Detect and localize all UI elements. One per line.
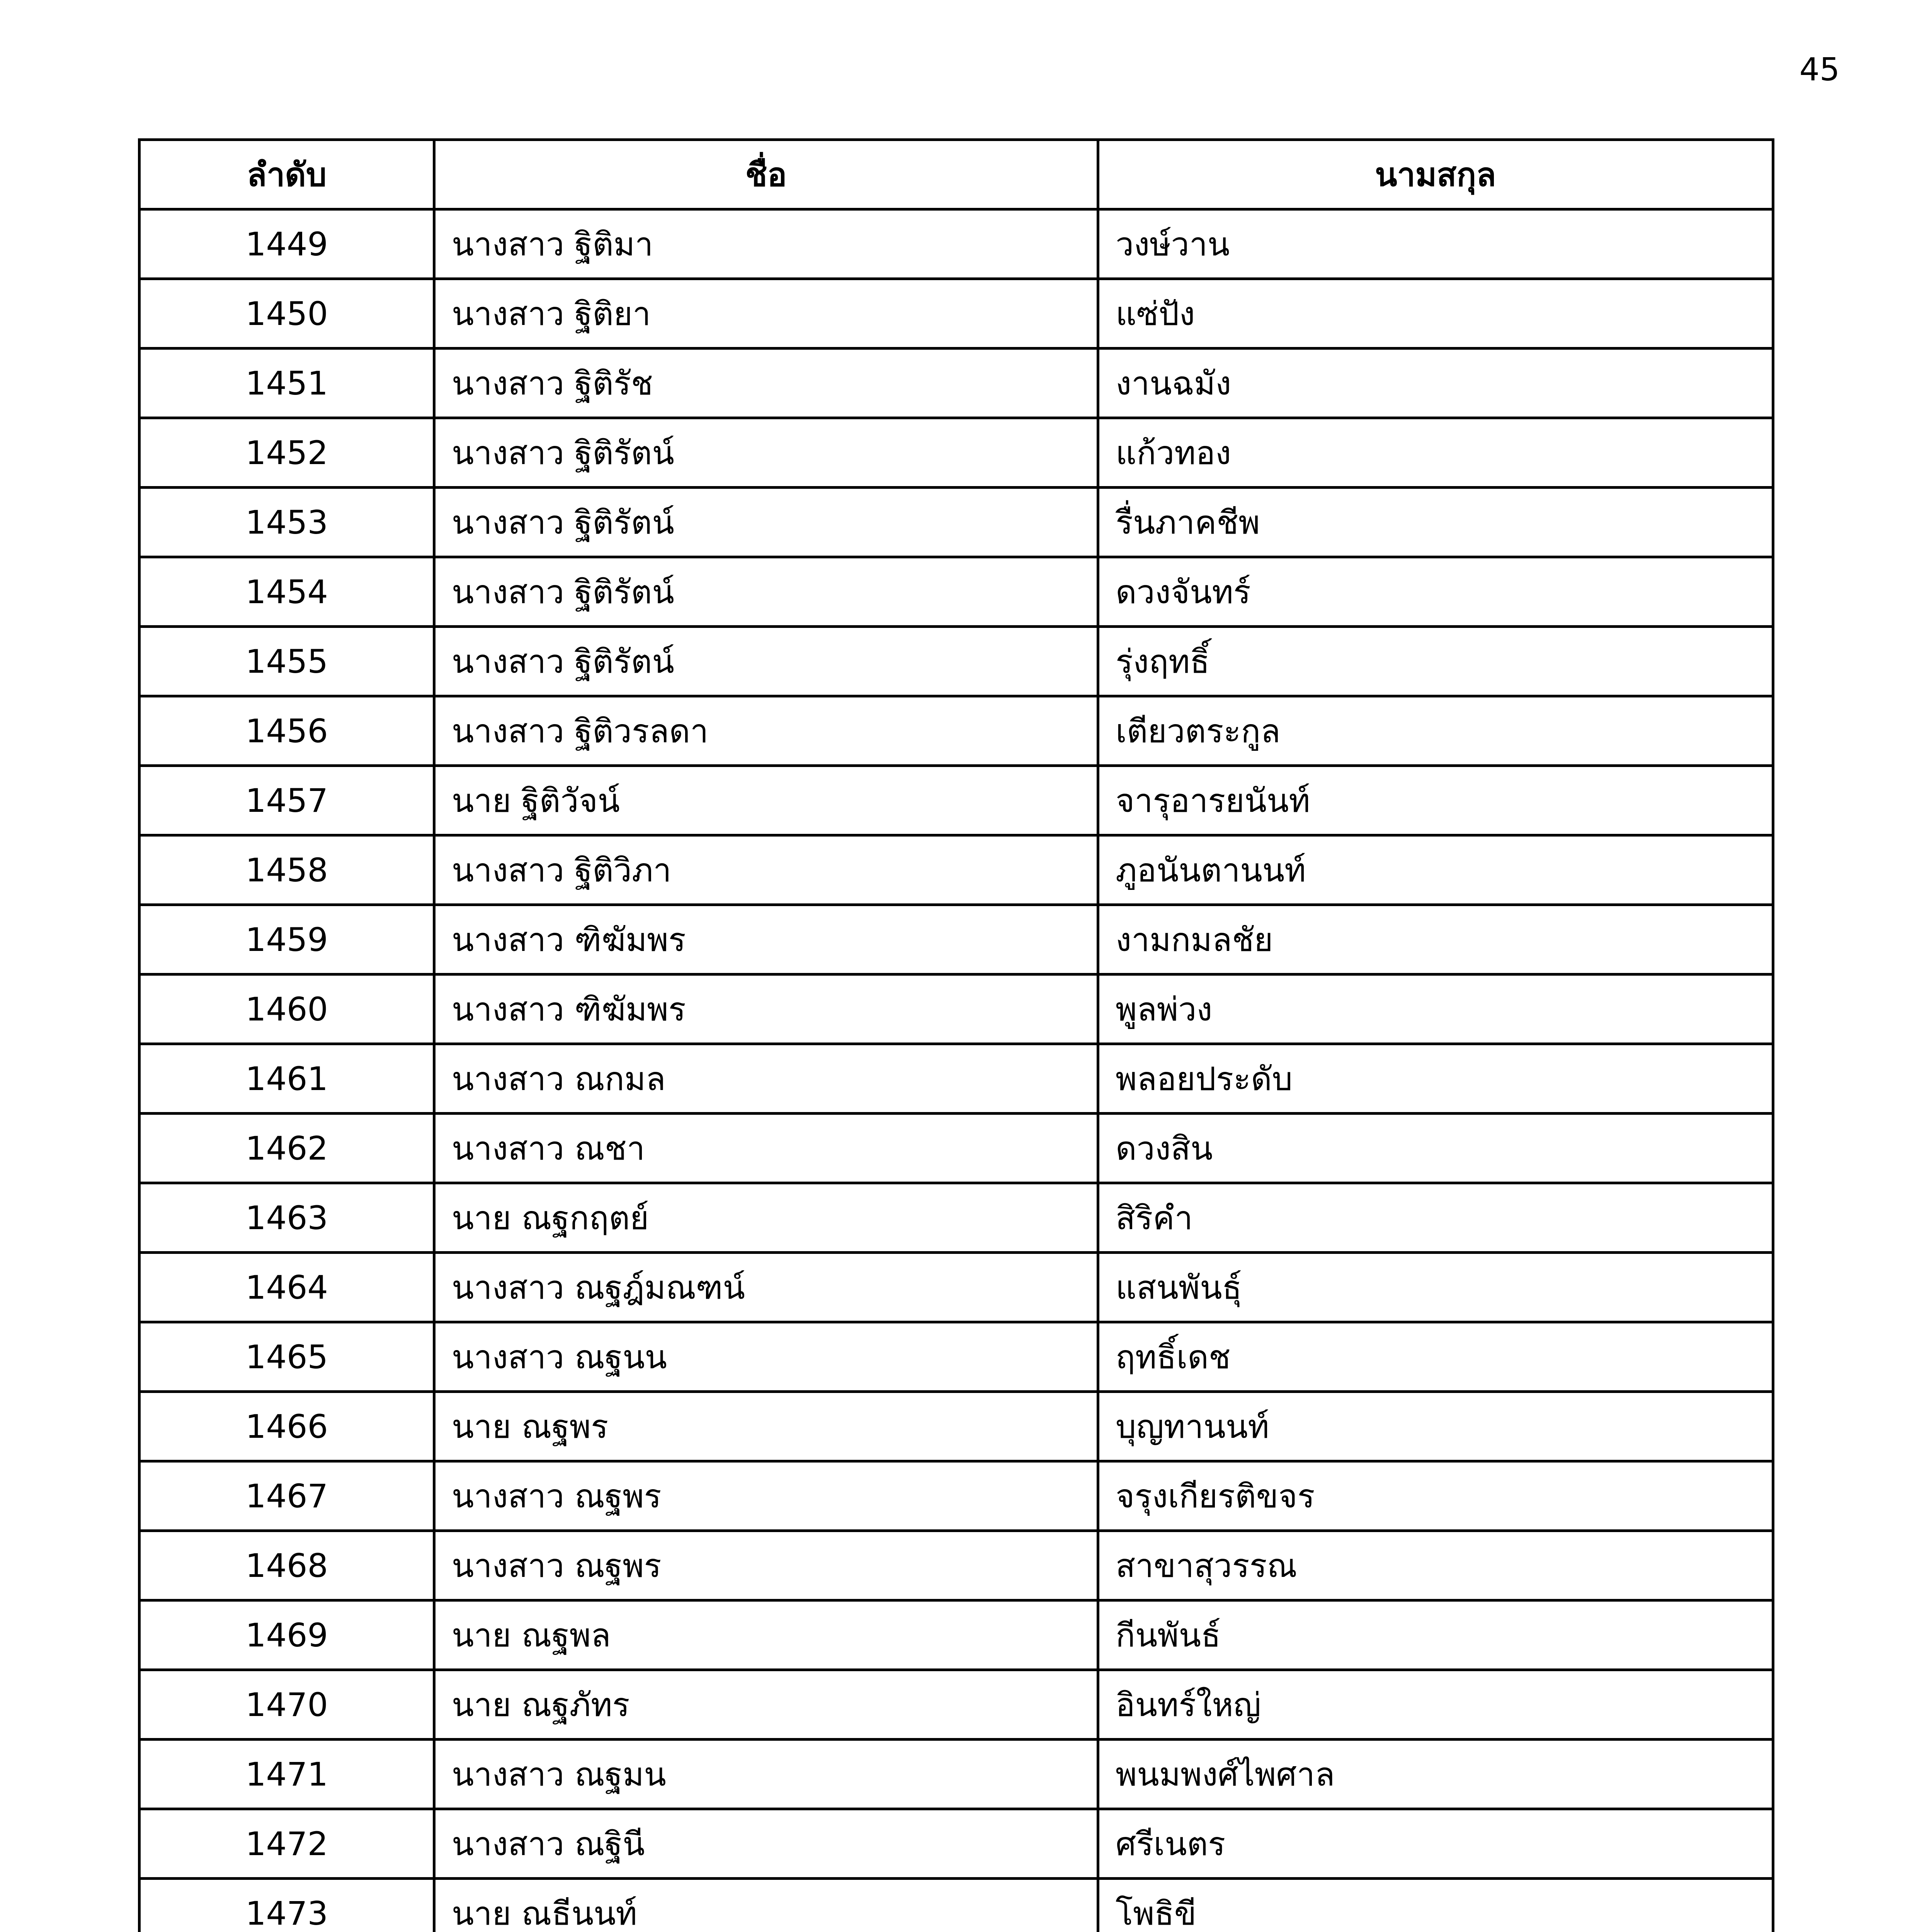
cell-surname: สาขาสุวรรณ bbox=[1098, 1531, 1773, 1600]
cell-order: 1470 bbox=[139, 1670, 434, 1740]
cell-surname: ฤทธิ์เดช bbox=[1098, 1322, 1773, 1392]
cell-order: 1462 bbox=[139, 1114, 434, 1183]
table-row bbox=[139, 1461, 1773, 1531]
cell-surname: รื่นภาคชีพ bbox=[1098, 488, 1773, 557]
cell-order: 1456 bbox=[139, 696, 434, 766]
cell-name: นางสาว ณกมล bbox=[434, 1044, 1098, 1114]
cell-name: นางสาว ณฐฎ์มณฑน์ bbox=[434, 1253, 1098, 1322]
cell-name: นางสาว ฐิติรัตน์ bbox=[434, 557, 1098, 627]
table-row bbox=[139, 1253, 1773, 1322]
cell-order: 1451 bbox=[139, 349, 434, 418]
cell-surname: งามกมลชัย bbox=[1098, 905, 1773, 975]
cell-name: นางสาว ฑิฆัมพร bbox=[434, 905, 1098, 975]
cell-order: 1457 bbox=[139, 766, 434, 835]
cell-name: นางสาว ณชา bbox=[434, 1114, 1098, 1183]
cell-name: นาย ณฐพร bbox=[434, 1392, 1098, 1461]
table-row bbox=[139, 279, 1773, 349]
cell-surname: อินทร์ใหญ่ bbox=[1098, 1670, 1773, 1740]
cell-order: 1461 bbox=[139, 1044, 434, 1114]
cell-order: 1463 bbox=[139, 1183, 434, 1253]
cell-surname: เตียวตระกูล bbox=[1098, 696, 1773, 766]
cell-surname: ศรีเนตร bbox=[1098, 1809, 1773, 1879]
cell-order: 1449 bbox=[139, 209, 434, 279]
page-number: 45 bbox=[1799, 51, 1840, 88]
table-row bbox=[139, 1809, 1773, 1879]
cell-order: 1468 bbox=[139, 1531, 434, 1600]
cell-surname: พูลพ่วง bbox=[1098, 975, 1773, 1044]
cell-name: นาย ณฐกฤตย์ bbox=[434, 1183, 1098, 1253]
table-row bbox=[139, 766, 1773, 835]
table-row bbox=[139, 488, 1773, 557]
cell-name: นางสาว ฐิติรัตน์ bbox=[434, 418, 1098, 488]
cell-surname: แก้วทอง bbox=[1098, 418, 1773, 488]
cell-order: 1452 bbox=[139, 418, 434, 488]
cell-order: 1459 bbox=[139, 905, 434, 975]
cell-order: 1450 bbox=[139, 279, 434, 349]
cell-name: นางสาว ณฐพร bbox=[434, 1531, 1098, 1600]
table-row bbox=[139, 1392, 1773, 1461]
cell-order: 1473 bbox=[139, 1879, 434, 1932]
cell-name: นาย ฐิติวัจน์ bbox=[434, 766, 1098, 835]
name-list-table bbox=[138, 138, 1774, 1932]
table-row bbox=[139, 349, 1773, 418]
cell-name: นางสาว ฐิติรัตน์ bbox=[434, 488, 1098, 557]
cell-order: 1466 bbox=[139, 1392, 434, 1461]
cell-order: 1453 bbox=[139, 488, 434, 557]
cell-name: นางสาว ฑิฆัมพร bbox=[434, 975, 1098, 1044]
cell-order: 1464 bbox=[139, 1253, 434, 1322]
cell-name: นางสาว ณฐพร bbox=[434, 1461, 1098, 1531]
cell-name: นางสาว ฐิติมา bbox=[434, 209, 1098, 279]
cell-order: 1454 bbox=[139, 557, 434, 627]
cell-surname: จรุงเกียรติขจร bbox=[1098, 1461, 1773, 1531]
cell-surname: พนมพงศ์ไพศาล bbox=[1098, 1740, 1773, 1809]
cell-surname: งานฉมัง bbox=[1098, 349, 1773, 418]
cell-order: 1471 bbox=[139, 1740, 434, 1809]
cell-name: นางสาว ณฐินี bbox=[434, 1809, 1098, 1879]
cell-surname: โพธิขี bbox=[1098, 1879, 1773, 1932]
cell-surname: ดวงสิน bbox=[1098, 1114, 1773, 1183]
cell-surname: แสนพันธุ์ bbox=[1098, 1253, 1773, 1322]
header-name: ชื่อ bbox=[434, 140, 1098, 209]
table-row bbox=[139, 975, 1773, 1044]
cell-order: 1465 bbox=[139, 1322, 434, 1392]
table-row bbox=[139, 1600, 1773, 1670]
cell-surname: สิริคำ bbox=[1098, 1183, 1773, 1253]
table-row bbox=[139, 905, 1773, 975]
cell-order: 1469 bbox=[139, 1600, 434, 1670]
table-row bbox=[139, 557, 1773, 627]
cell-name: นาย ณธีนนท์ bbox=[434, 1879, 1098, 1932]
cell-name: นาย ณฐพล bbox=[434, 1600, 1098, 1670]
table-row bbox=[139, 1670, 1773, 1740]
table-row bbox=[139, 1322, 1773, 1392]
cell-name: นางสาว ฐิติรัช bbox=[434, 349, 1098, 418]
table-row bbox=[139, 1531, 1773, 1600]
cell-surname: วงษ์วาน bbox=[1098, 209, 1773, 279]
cell-name: นางสาว ฐิติวิภา bbox=[434, 835, 1098, 905]
table-body bbox=[139, 209, 1773, 1932]
cell-order: 1472 bbox=[139, 1809, 434, 1879]
cell-surname: แซ่ปัง bbox=[1098, 279, 1773, 349]
cell-order: 1467 bbox=[139, 1461, 434, 1531]
cell-order: 1460 bbox=[139, 975, 434, 1044]
table-row bbox=[139, 627, 1773, 696]
cell-name: นางสาว ฐิติยา bbox=[434, 279, 1098, 349]
table-row bbox=[139, 209, 1773, 279]
table-row bbox=[139, 696, 1773, 766]
table-row bbox=[139, 835, 1773, 905]
table-row bbox=[139, 1114, 1773, 1183]
cell-name: นางสาว ณฐมน bbox=[434, 1740, 1098, 1809]
header-surname: นามสกุล bbox=[1098, 140, 1773, 209]
cell-order: 1455 bbox=[139, 627, 434, 696]
cell-surname: ภูอนันตานนท์ bbox=[1098, 835, 1773, 905]
table-row bbox=[139, 418, 1773, 488]
cell-surname: กีนพันธ์ bbox=[1098, 1600, 1773, 1670]
cell-name: นางสาว ฐิติรัตน์ bbox=[434, 627, 1098, 696]
table-row bbox=[139, 1183, 1773, 1253]
cell-surname: พลอยประดับ bbox=[1098, 1044, 1773, 1114]
cell-name: นางสาว ฐิติวรลดา bbox=[434, 696, 1098, 766]
table-row bbox=[139, 1740, 1773, 1809]
cell-name: นางสาว ณฐนน bbox=[434, 1322, 1098, 1392]
table-row bbox=[139, 1879, 1773, 1932]
cell-surname: รุ่งฤทธิ์ bbox=[1098, 627, 1773, 696]
cell-order: 1458 bbox=[139, 835, 434, 905]
cell-surname: บุญทานนท์ bbox=[1098, 1392, 1773, 1461]
table-row bbox=[139, 1044, 1773, 1114]
header-order: ลำดับ bbox=[139, 140, 434, 209]
table-header-row bbox=[139, 140, 1773, 209]
cell-surname: จารุอารยนันท์ bbox=[1098, 766, 1773, 835]
cell-surname: ดวงจันทร์ bbox=[1098, 557, 1773, 627]
cell-name: นาย ณฐภัทร bbox=[434, 1670, 1098, 1740]
